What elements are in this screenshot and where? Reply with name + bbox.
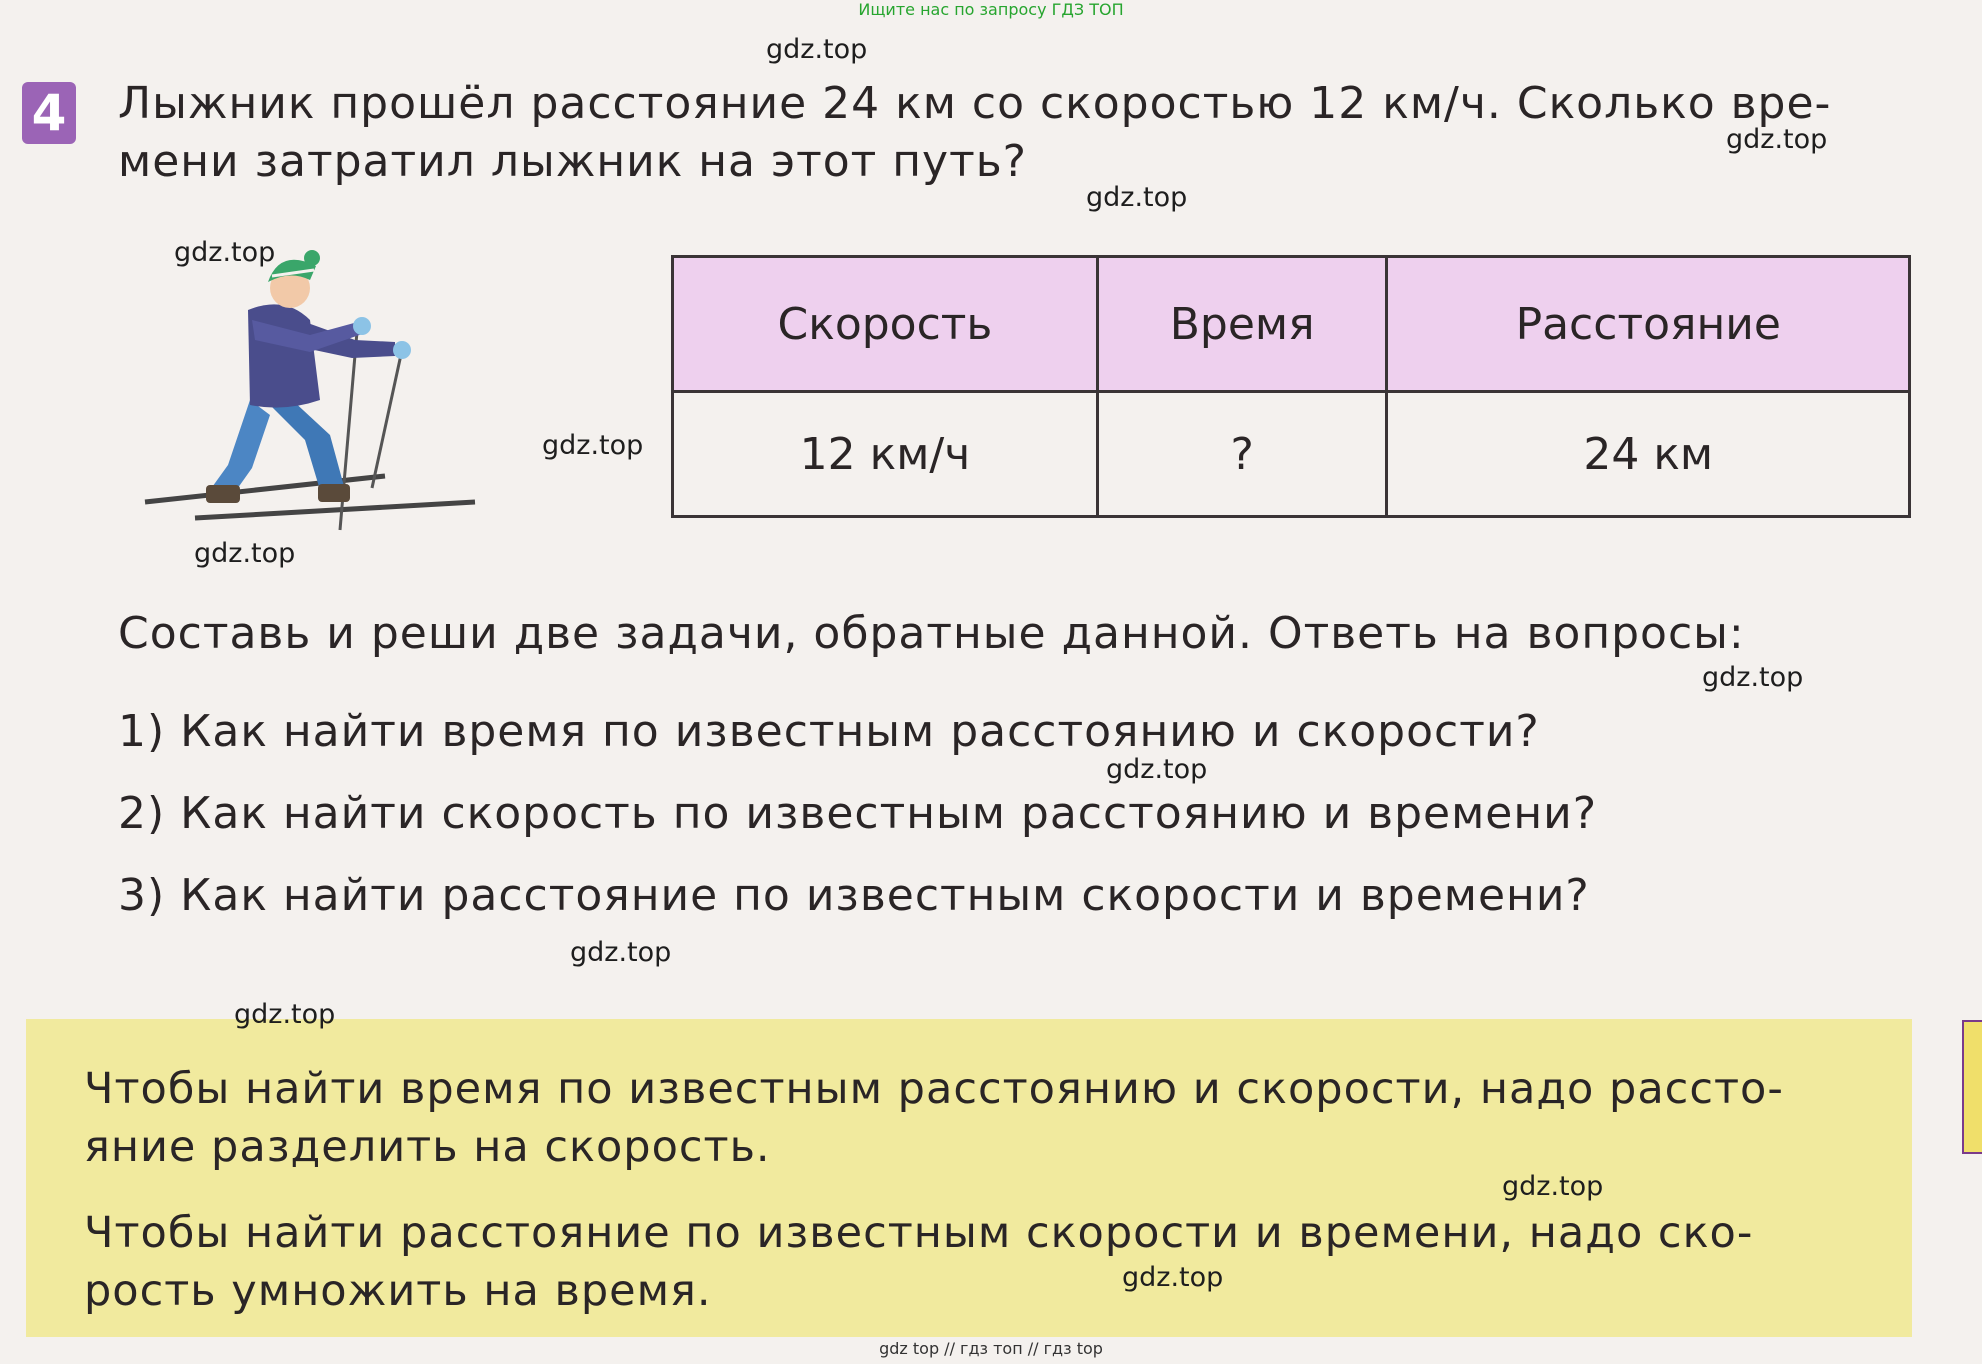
watermark: gdz.top [1086,182,1188,213]
table-header-row [673,257,1910,392]
watermark: gdz.top [174,237,276,268]
answer-2-line-1: Чтобы найти расстояние по известным скорости и времени, надо ско- [84,1208,1754,1258]
table-row [673,392,1910,517]
bottom-note: gdz top // гдз топ // гдз top [879,1339,1103,1358]
data-table [671,255,1911,518]
page-side-tab [1962,1020,1982,1154]
watermark: gdz.top [542,430,644,461]
header-distance: Расстояние [1387,257,1910,392]
watermark: gdz.top [234,999,336,1030]
watermark: gdz.top [1702,662,1804,693]
watermark: gdz.top [1502,1171,1604,1202]
value-speed: 12 км/ч [673,392,1098,517]
answer-2-line-2: рость умножить на время. [84,1266,712,1316]
task-number-badge: 4 [22,82,76,144]
skier-illustration [140,240,480,540]
watermark: gdz.top [1106,754,1208,785]
question-3: 3) Как найти расстояние по известным скорости и времени? [118,870,1590,921]
top-note: Ищите нас по запросу ГДЗ ТОП [858,0,1124,19]
watermark: gdz.top [766,34,868,65]
task-text-line-1: Лыжник прошёл расстояние 24 км со скоростью 12 км/ч. Сколько вре- [118,78,1832,129]
watermark: gdz.top [570,937,672,968]
value-distance: 24 км [1387,392,1910,517]
watermark: gdz.top [194,538,296,569]
watermark: gdz.top [1122,1262,1224,1293]
task-text-line-2: мени затратил лыжник на этот путь? [118,136,1028,187]
header-speed: Скорость [673,257,1098,392]
answer-1-line-2: яние разделить на скорость. [84,1122,771,1172]
answer-1-line-1: Чтобы найти время по известным расстоянию и скорости, надо рассто- [84,1064,1784,1114]
instruction-text: Составь и реши две задачи, обратные данной. Ответь на вопросы: [118,608,1745,659]
value-time: ? [1097,392,1387,517]
header-time: Время [1097,257,1387,392]
question-1: 1) Как найти время по известным расстоянию и скорости? [118,706,1540,757]
watermark: gdz.top [1726,124,1828,155]
question-2: 2) Как найти скорость по известным расстоянию и времени? [118,788,1598,839]
